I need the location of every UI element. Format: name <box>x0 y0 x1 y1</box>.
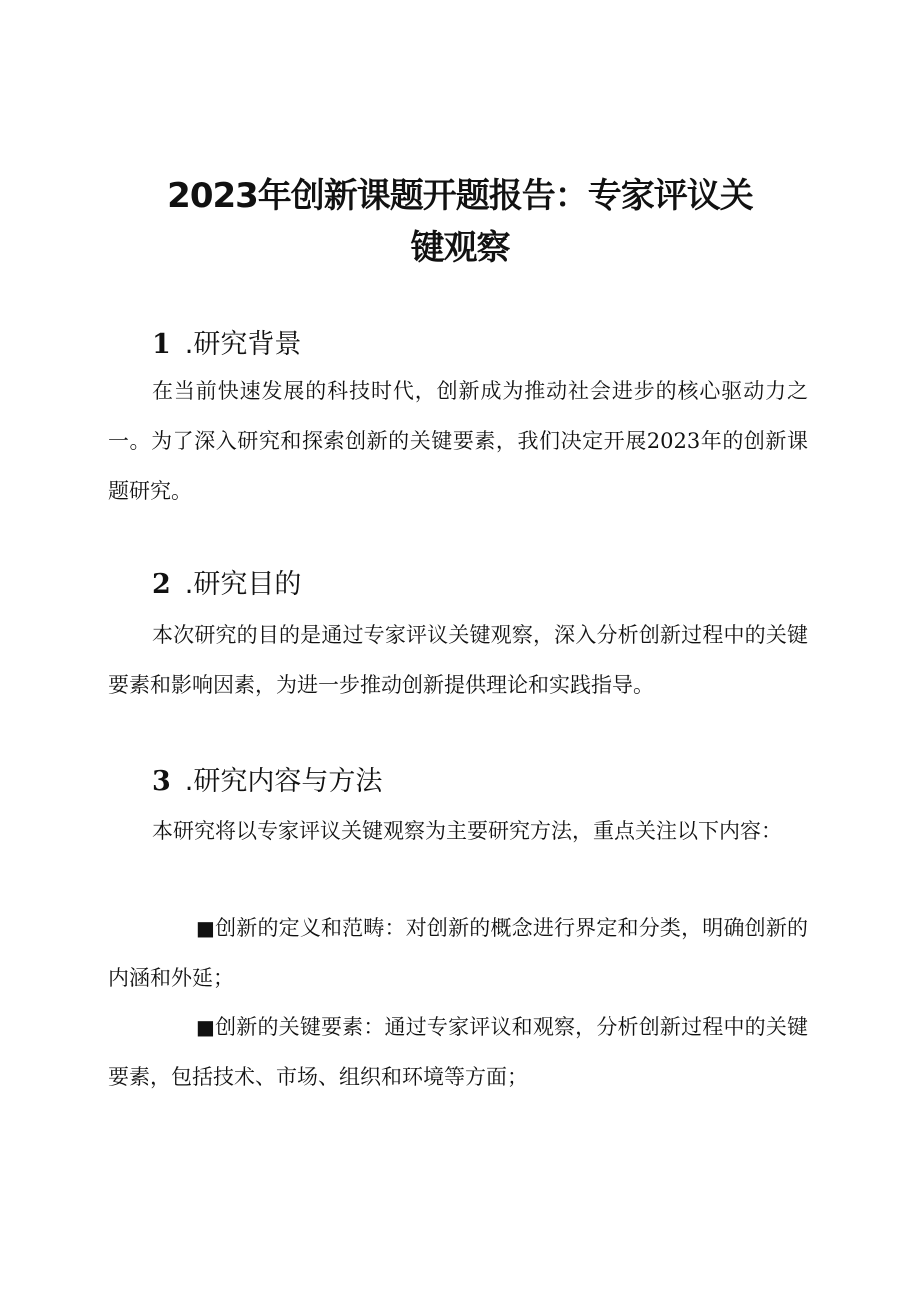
bullet-item-definition <box>108 903 808 1003</box>
bullet-item-text: 创新的关键要素：通过专家评议和观察，分析创新过程中的关键要素，包括技术、市场、组织和环境等方面； <box>108 1015 808 1089</box>
square-bullet-icon: ■ <box>196 1015 215 1039</box>
section-2-paragraph: 本次研究的目的是通过专家评议关键观察，深入分析创新过程中的关键要素和影响因素，为进一步推动创新提供理论和实践指导。 <box>108 623 808 697</box>
section-3-heading <box>152 764 382 800</box>
document-title-line-1: 2023年创新课题开题报告：专家评议关 <box>167 176 753 216</box>
section-3-number: 3 <box>152 766 171 797</box>
section-2-heading <box>152 567 301 603</box>
section-3-paragraph: 本研究将以专家评议关键观察为主要研究方法，重点关注以下内容： <box>152 819 782 843</box>
section-2-heading-text: .研究目的 <box>184 569 302 600</box>
section-1-heading <box>152 327 301 363</box>
bullet-item-key-elements <box>108 1002 808 1102</box>
square-bullet-icon: ■ <box>196 916 215 940</box>
document-title-line-2: 键观察 <box>410 228 510 268</box>
section-2-number: 2 <box>152 569 171 600</box>
bullet-item-text: 创新的定义和范畴：对创新的概念进行界定和分类，明确创新的内涵和外延； <box>108 916 808 990</box>
section-1-paragraph: 在当前快速发展的科技时代，创新成为推动社会进步的核心驱动力之一。为了深入研究和探索创新的关键要素，我们决定开展2023年的创新课题研究。 <box>108 379 808 503</box>
document-title <box>150 170 770 274</box>
section-3-heading-text: .研究内容与方法 <box>184 766 383 797</box>
section-1-heading-text: .研究背景 <box>184 329 302 360</box>
section-1-number: 1 <box>152 329 171 360</box>
